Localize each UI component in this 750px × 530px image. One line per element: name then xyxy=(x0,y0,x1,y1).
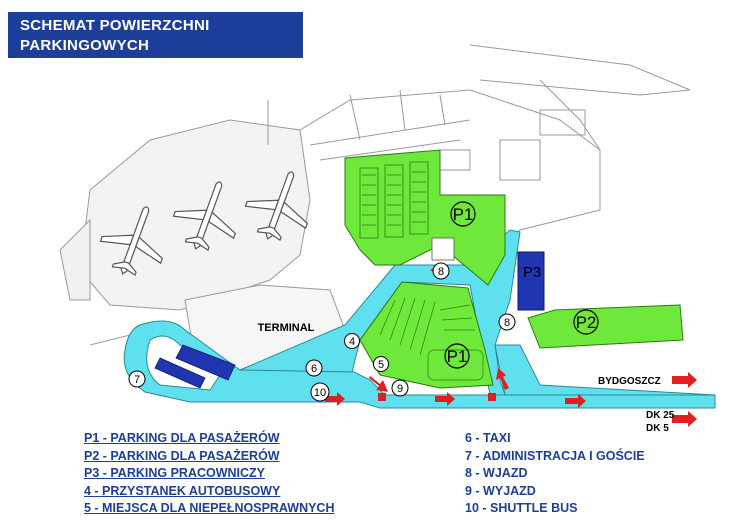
legend-right xyxy=(465,430,645,518)
zone-label-p3: P3 xyxy=(522,264,542,281)
legend-item-10: 10 - SHUTTLE BUS xyxy=(465,501,578,515)
map-title-line2: PARKINGOWYCH xyxy=(20,37,150,54)
marker-8-right xyxy=(499,314,515,330)
legend-item-9: 9 - WYJAZD xyxy=(465,483,536,498)
marker-10-label: 10 xyxy=(313,387,327,399)
legend-item-p2: P2 - PARKING DLA PASAŻERÓW xyxy=(84,448,280,463)
terminal-label: TERMINAL xyxy=(257,322,315,334)
marker-10 xyxy=(311,383,329,401)
marker-6-label: 6 xyxy=(310,363,318,375)
parking-p3 xyxy=(518,252,544,310)
direction-dk5: DK 5 xyxy=(646,423,669,434)
legend-item-5: 5 - MIEJSCA DLA NIEPEŁNOSPRAWNYCH xyxy=(84,501,335,515)
direction-bydgoszcz: BYDGOSZCZ xyxy=(598,376,661,387)
marker-5-label: 5 xyxy=(377,359,385,371)
direction-dk25: DK 25 xyxy=(646,410,675,421)
zone-label-p1-center: P1 xyxy=(446,347,468,366)
legend-item-7: 7 - ADMINISTRACJA I GOŚCIE xyxy=(465,448,645,463)
marker-6 xyxy=(306,360,322,376)
marker-8-top xyxy=(433,263,449,279)
zone-label-p1-top: P1 xyxy=(452,205,474,224)
marker-4-label: 4 xyxy=(348,336,356,348)
marker-9 xyxy=(392,380,408,396)
marker-8-top-label: 8 xyxy=(437,266,445,278)
legend-item-p3: P3 - PARKING PRACOWNICZY xyxy=(84,466,266,480)
legend-item-6: 6 - TAXI xyxy=(465,431,511,445)
map-title-line1: SCHEMAT POWIERZCHNI xyxy=(20,17,210,34)
parking-p2 xyxy=(528,305,683,348)
legend-item-4: 4 - PRZYSTANEK AUTOBUSOWY xyxy=(84,483,281,498)
marker-9-label: 9 xyxy=(396,383,404,395)
marker-8-right-label: 8 xyxy=(503,317,511,329)
legend-item-p1: P1 - PARKING DLA PASAŻERÓW xyxy=(84,431,280,445)
marker-4 xyxy=(345,334,360,349)
legend-left xyxy=(84,430,335,518)
legend-item-8: 8 - WJAZD xyxy=(465,466,528,480)
marker-7 xyxy=(129,371,145,387)
marker-5 xyxy=(374,357,389,372)
zone-label-p2: P2 xyxy=(575,313,597,332)
marker-7-label: 7 xyxy=(133,374,141,386)
